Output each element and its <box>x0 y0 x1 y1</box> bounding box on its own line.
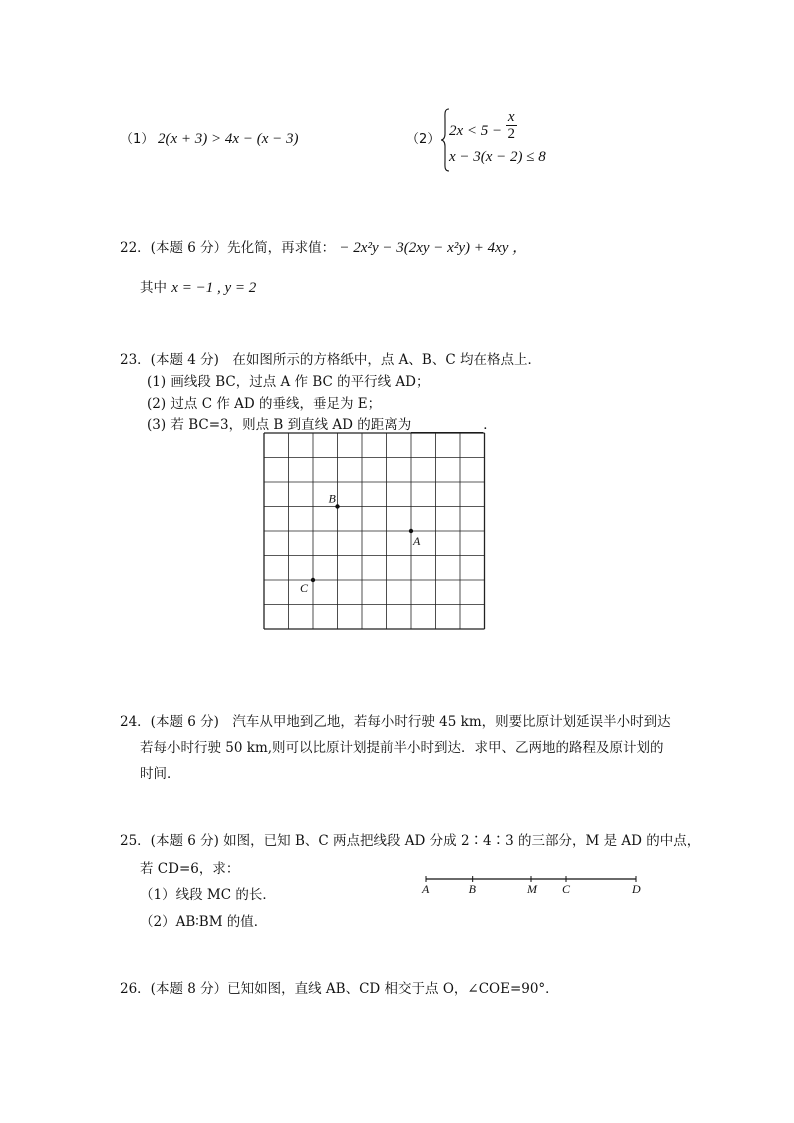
q23-item3: (3) 若 BC=3，则点 B 到直线 AD 的距离为 <box>147 417 412 433</box>
q25-item2: （2）AB∶BM 的值． <box>140 914 268 930</box>
q22-given-prefix: 其中 <box>140 280 172 296</box>
segment-label-m: M <box>527 882 537 896</box>
fraction-denominator: 2 <box>507 126 515 142</box>
fraction-numerator: x <box>507 109 515 125</box>
q24-line1: 24．(本题 6 分) 汽车从甲地到乙地，若每小时行驶 45 km，则要比原计划延误半小时到达 <box>120 714 671 730</box>
segment-label-a: A <box>422 882 430 896</box>
q21-part2-line2: x − 3(x − 2) ≤ 8 <box>449 149 546 165</box>
q22-header-line <box>120 236 527 257</box>
answer-blank <box>411 418 483 433</box>
square-grid-figure <box>263 432 487 632</box>
segment-label-c: C <box>562 882 571 896</box>
q23-item3-line <box>147 413 497 433</box>
q23-item1: (1) 画线段 BC，过点 A 作 BC 的平行线 AD； <box>147 374 430 390</box>
segment-label-b: B <box>468 882 477 896</box>
q21-part1-expr: 2(x + 3) > 4x − (x − 3) <box>158 131 299 147</box>
grid-point-b <box>335 504 339 508</box>
grid-point-c <box>311 578 315 582</box>
q26-line1: 26．(本题 8 分）已知如图，直线 AB、CD 相交于点 O，∠COE=90°． <box>120 981 559 997</box>
q21-part2-label: （2） <box>406 132 441 147</box>
segment-figure <box>420 870 646 896</box>
q22-given-values: x = −1 , y = 2 <box>171 280 257 296</box>
q23-item3-end: ． <box>483 417 497 433</box>
grid-point-label-b: B <box>328 491 336 506</box>
q23-header: 23．(本题 4 分) 在如图所示的方格纸中，点 A、B、C 均在格点上． <box>120 352 541 368</box>
q21-part2-label-wrap <box>406 128 440 148</box>
q22-expression: − 2x²y − 3(2xy − x²y) + 4xy ， <box>339 240 528 256</box>
segment-label-d: D <box>632 882 641 896</box>
q21-part2-fraction <box>506 110 517 142</box>
grid-point-label-c: C <box>300 581 309 595</box>
grid-point-a <box>409 529 413 533</box>
q21-part2-line1-lhs: 2x < 5 − <box>449 123 503 140</box>
q25-line2: 若 CD=6，求： <box>140 861 240 877</box>
q22-header: 22．(本题 6 分）先化简，再求值： <box>120 240 336 256</box>
q21-part1-label: （1） <box>120 132 155 147</box>
q22-given-line <box>140 276 256 297</box>
grid-point-label-a: A <box>413 534 421 548</box>
q25-item1: （1）线段 MC 的长． <box>140 887 276 903</box>
q21-part2-line1 <box>449 108 517 140</box>
q24-line2: 若每小时行驶 50 km,则可以比原计划提前半小时到达．求甲、乙两地的路程及原计划的 <box>140 740 664 756</box>
q24-line3: 时间． <box>140 766 181 782</box>
q23-item2: (2) 过点 C 作 AD 的垂线，垂足为 E； <box>147 396 382 412</box>
q21-part1 <box>120 128 298 148</box>
q25-line1: 25．(本题 6 分) 如图，已知 B、C 两点把线段 AD 分成 2∶4∶3 的三部分，M 是 AD 的中点， <box>120 833 701 849</box>
